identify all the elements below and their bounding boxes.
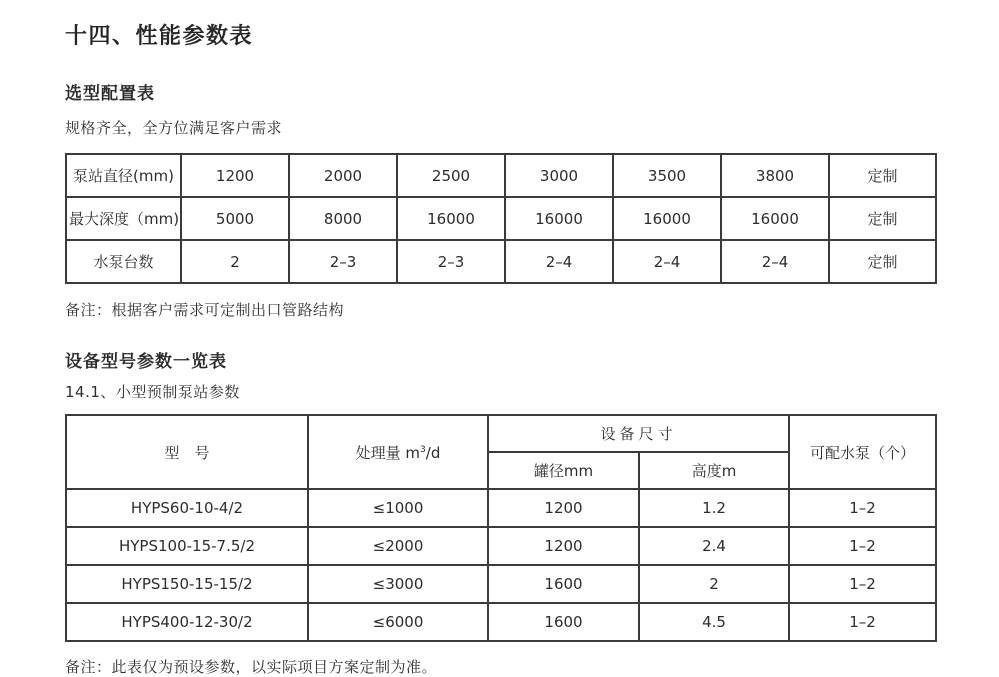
cell-model: HYPS400-12-30/2 bbox=[66, 603, 308, 641]
table-cell: 3800 bbox=[721, 154, 829, 197]
config-table-row-pump-count bbox=[66, 240, 936, 283]
header-equipment-size: 设备尺寸 bbox=[488, 415, 789, 452]
table-cell: 定制 bbox=[829, 240, 936, 283]
row-label-pump-count: 水泵台数 bbox=[66, 240, 181, 283]
table-cell: 2 bbox=[181, 240, 289, 283]
row-label-depth: 最大深度（mm) bbox=[66, 197, 181, 240]
table-cell: 1200 bbox=[181, 154, 289, 197]
table-cell: 16000 bbox=[397, 197, 505, 240]
cell-pumps: 1–2 bbox=[789, 603, 936, 641]
cell-capacity: ≤1000 bbox=[308, 489, 488, 527]
table-cell: 定制 bbox=[829, 154, 936, 197]
cell-diameter: 1600 bbox=[488, 565, 639, 603]
table-cell: 16000 bbox=[613, 197, 721, 240]
model-table-note: 备注：此表仅为预设参数，以实际项目方案定制为准。 bbox=[65, 658, 438, 676]
table-cell: 16000 bbox=[721, 197, 829, 240]
model-table-row bbox=[66, 565, 936, 603]
table-cell: 2–4 bbox=[505, 240, 613, 283]
header-model: 型 号 bbox=[66, 415, 308, 489]
header-capacity bbox=[308, 415, 488, 489]
cell-height: 2 bbox=[639, 565, 789, 603]
section-selection-config bbox=[65, 79, 935, 320]
model-table-row bbox=[66, 489, 936, 527]
config-table-note: 备注：根据客户需求可定制出口管路结构 bbox=[65, 301, 345, 319]
cell-capacity: ≤6000 bbox=[308, 603, 488, 641]
model-table-header-row-1 bbox=[66, 415, 936, 452]
table-cell: 2500 bbox=[397, 154, 505, 197]
cell-height: 2.4 bbox=[639, 527, 789, 565]
table-cell: 2–4 bbox=[613, 240, 721, 283]
cell-diameter: 1200 bbox=[488, 527, 639, 565]
header-capacity-unit: /d bbox=[425, 443, 441, 462]
cell-pumps: 1–2 bbox=[789, 565, 936, 603]
header-tank-diameter: 罐径mm bbox=[488, 452, 639, 489]
config-table-row-diameter bbox=[66, 154, 936, 197]
cell-capacity: ≤3000 bbox=[308, 565, 488, 603]
cell-diameter: 1200 bbox=[488, 489, 639, 527]
model-section-subheading: 14.1、小型预制泵站参数 bbox=[65, 383, 240, 401]
header-height: 高度m bbox=[639, 452, 789, 489]
cell-diameter: 1600 bbox=[488, 603, 639, 641]
section-model-params bbox=[65, 347, 935, 677]
table-cell: 2000 bbox=[289, 154, 397, 197]
config-section-subtitle: 规格齐全，全方位满足客户需求 bbox=[65, 119, 283, 137]
table-cell: 3500 bbox=[613, 154, 721, 197]
table-cell: 5000 bbox=[181, 197, 289, 240]
cell-capacity: ≤2000 bbox=[308, 527, 488, 565]
table-cell: 定制 bbox=[829, 197, 936, 240]
page-title: 十四、性能参数表 bbox=[65, 24, 254, 49]
cell-pumps: 1–2 bbox=[789, 527, 936, 565]
cell-model: HYPS100-15-7.5/2 bbox=[66, 527, 308, 565]
cell-model: HYPS60-10-4/2 bbox=[66, 489, 308, 527]
model-table bbox=[65, 414, 937, 642]
header-capacity-superscript: 3 bbox=[420, 444, 426, 455]
model-table-row bbox=[66, 603, 936, 641]
table-cell: 8000 bbox=[289, 197, 397, 240]
table-cell: 2–3 bbox=[289, 240, 397, 283]
table-cell: 2–4 bbox=[721, 240, 829, 283]
table-cell: 16000 bbox=[505, 197, 613, 240]
cell-height: 4.5 bbox=[639, 603, 789, 641]
cell-model: HYPS150-15-15/2 bbox=[66, 565, 308, 603]
header-capacity-text: 处理量 m bbox=[355, 443, 421, 462]
row-label-diameter: 泵站直径(mm) bbox=[66, 154, 181, 197]
cell-height: 1.2 bbox=[639, 489, 789, 527]
table-cell: 3000 bbox=[505, 154, 613, 197]
model-table-row bbox=[66, 527, 936, 565]
model-section-heading: 设备型号参数一览表 bbox=[65, 352, 227, 372]
header-pumps: 可配水泵（个） bbox=[789, 415, 936, 489]
config-section-heading: 选型配置表 bbox=[65, 84, 155, 104]
config-table-row-depth bbox=[66, 197, 936, 240]
cell-pumps: 1–2 bbox=[789, 489, 936, 527]
table-cell: 2–3 bbox=[397, 240, 505, 283]
config-table bbox=[65, 153, 937, 284]
